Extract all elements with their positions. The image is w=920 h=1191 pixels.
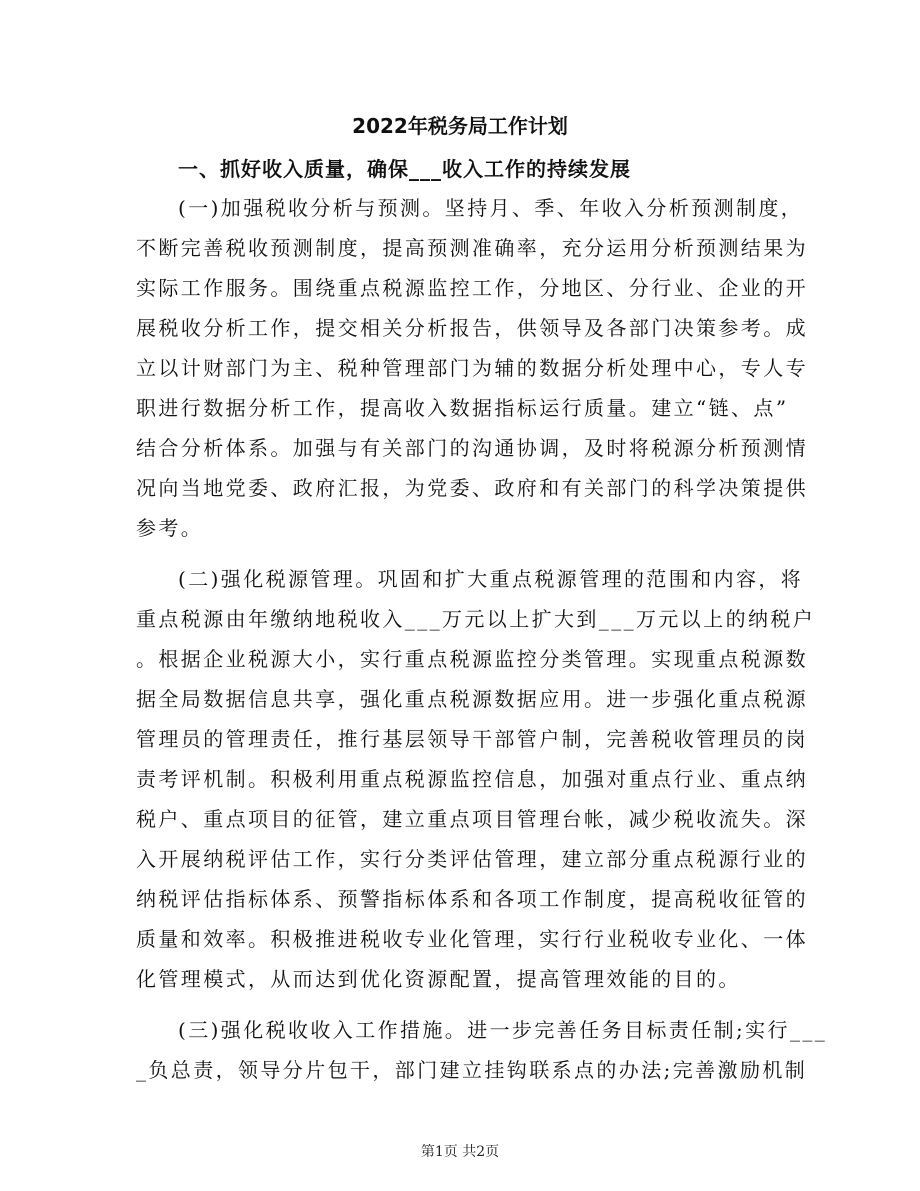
paragraph-3-line-1: (三)强化税收收入工作措施。进一步完善任务目标责任制;实行___: [178, 1018, 828, 1042]
paragraph-3-line-2: _负总责，领导分片包干，部门建立挂钩联系点的办法;完善激励机制: [136, 1058, 808, 1082]
paragraph-1-line-5: 立以计财部门为主、税种管理部门为辅的数据分析处理中心，专人专: [136, 356, 808, 380]
paragraph-2-line-5: 管理员的管理责任，推行基层领导干部管户制，完善税收管理员的岗: [136, 727, 808, 751]
paragraph-2-line-3: 。根据企业税源大小，实行重点税源监控分类管理。实现重点税源数: [136, 647, 808, 671]
paragraph-2-line-9: 纳税评估指标体系、预警指标体系和各项工作制度，提高税收征管的: [136, 887, 808, 911]
paragraph-1-line-1: (一)加强税收分析与预测。坚持月、季、年收入分析预测制度，: [178, 196, 804, 220]
paragraph-1-line-7: 结合分析体系。加强与有关部门的沟通协调，及时将税源分析预测情: [136, 436, 808, 460]
paragraph-2-line-1: (二)强化税源管理。巩固和扩大重点税源管理的范围和内容，将: [178, 567, 804, 591]
paragraph-1-line-8: 况向当地党委、政府汇报，为党委、政府和有关部门的科学决策提供: [136, 476, 808, 500]
paragraph-1-line-2: 不断完善税收预测制度，提高预测准确率，充分运用分析预测结果为: [136, 236, 808, 260]
paragraph-2-line-2: 重点税源由年缴纳地税收入___万元以上扩大到___万元以上的纳税户: [136, 607, 816, 631]
paragraph-2-line-6: 责考评机制。积极利用重点税源监控信息，加强对重点行业、重点纳: [136, 767, 808, 791]
paragraph-2-line-4: 据全局数据信息共享，强化重点税源数据应用。进一步强化重点税源: [136, 687, 808, 711]
page-footer: 第1页 共2页: [420, 1144, 500, 1160]
paragraph-1-line-4: 展税收分析工作，提交相关分析报告，供领导及各部门决策参考。成: [136, 316, 808, 340]
paragraph-2-line-11: 化管理模式，从而达到优化资源配置，提高管理效能的目的。: [136, 967, 741, 991]
paragraph-2-line-10: 质量和效率。积极推进税收专业化管理，实行行业税收专业化、一体: [136, 927, 808, 951]
paragraph-2-line-8: 入开展纳税评估工作，实行分类评估管理，建立部分重点税源行业的: [136, 847, 808, 871]
paragraph-1-line-3: 实际工作服务。围绕重点税源监控工作，分地区、分行业、企业的开: [136, 276, 808, 300]
section-heading: 一、抓好收入质量，确保___收入工作的持续发展: [178, 157, 631, 181]
paragraph-1-line-6: 职进行数据分析工作，提高收入数据指标运行质量。建立“链、点”: [136, 396, 789, 420]
paragraph-2-line-7: 税户、重点项目的征管，建立重点项目管理台帐，减少税收流失。深: [136, 807, 808, 831]
paragraph-1-line-9: 参考。: [136, 516, 204, 540]
document-title: 2022年税务局工作计划: [352, 114, 568, 138]
